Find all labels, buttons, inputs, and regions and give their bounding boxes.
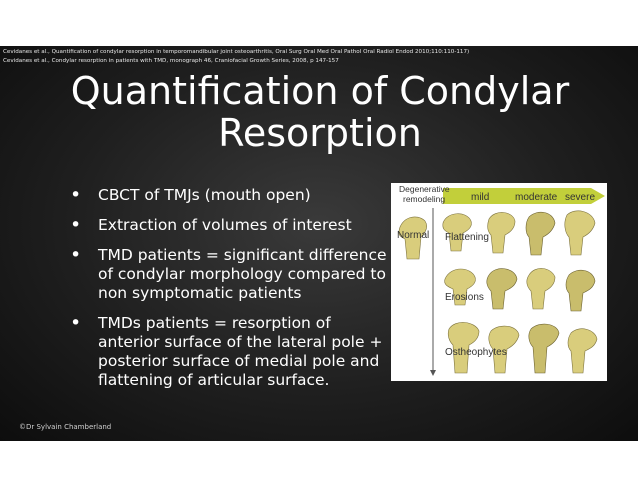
bullet-item [70,314,390,390]
condyle-figure-svg [391,183,607,381]
mild-label: mild [471,192,490,203]
bullet-text: Extraction of volumes of interest [98,216,352,234]
bullet-item [70,246,390,303]
bullet-list [70,186,390,401]
bullet-item [70,216,390,235]
bullet-text: CBCT of TMJs (mouth open) [98,186,311,204]
condyle-osteophyte-3 [529,324,559,373]
author-credit: ©Dr Sylvain Chamberland [19,423,112,431]
title-line-2: Resorption [218,111,422,155]
bullet-dot: • [70,312,82,334]
degenerative-label: Degenerative [399,184,450,194]
condyle-erosion-4 [566,270,595,311]
row-label-ostheophytes: Ostheophytes [445,347,507,358]
bullet-dot: • [70,244,82,266]
condyle-flattening-2 [488,212,515,253]
row-label-flattening: Flattening [445,232,489,243]
bullet-dot: • [70,214,82,236]
condyle-osteophyte-4 [568,329,597,373]
condyle-figure [391,183,607,381]
title-line-1: Quantification of Condylar [70,69,570,113]
row-label-erosions: Erosions [445,292,484,303]
row-label-normal: Normal [397,230,430,241]
reference-2: Cevidanes et al., Condylar resorption in patients with TMD, monograph 46, Craniofacial Growth Series, 2008, p 147-157 [3,57,339,64]
bullet-text: TMD patients = significant difference of condylar morphology compared to non symptomatic patients [98,246,387,302]
bullet-dot: • [70,184,82,206]
bullet-text: TMDs patients = resorption of anterior surface of the lateral pole + posterior surface of medial pole and flattening of articular surface. [98,314,383,389]
remodeling-label: remodeling [403,194,446,204]
slide [0,46,638,441]
severe-label: severe [565,192,596,203]
bullet-item [70,186,390,205]
moderate-label: moderate [515,192,558,203]
reference-1: Cevidanes et al., Quantification of condylar resorption in temporomandibular joint osteoarthritis, Oral Surg Oral Med Oral Pathol Oral Radiol Endod 2010;110:110-117) [3,49,470,55]
condyle-flattening-4 [565,211,595,255]
condyle-flattening-3 [526,212,555,255]
slide-title [60,70,580,154]
references [3,48,633,65]
condyle-erosion-3 [527,268,555,309]
condyle-erosion-2 [487,269,517,309]
